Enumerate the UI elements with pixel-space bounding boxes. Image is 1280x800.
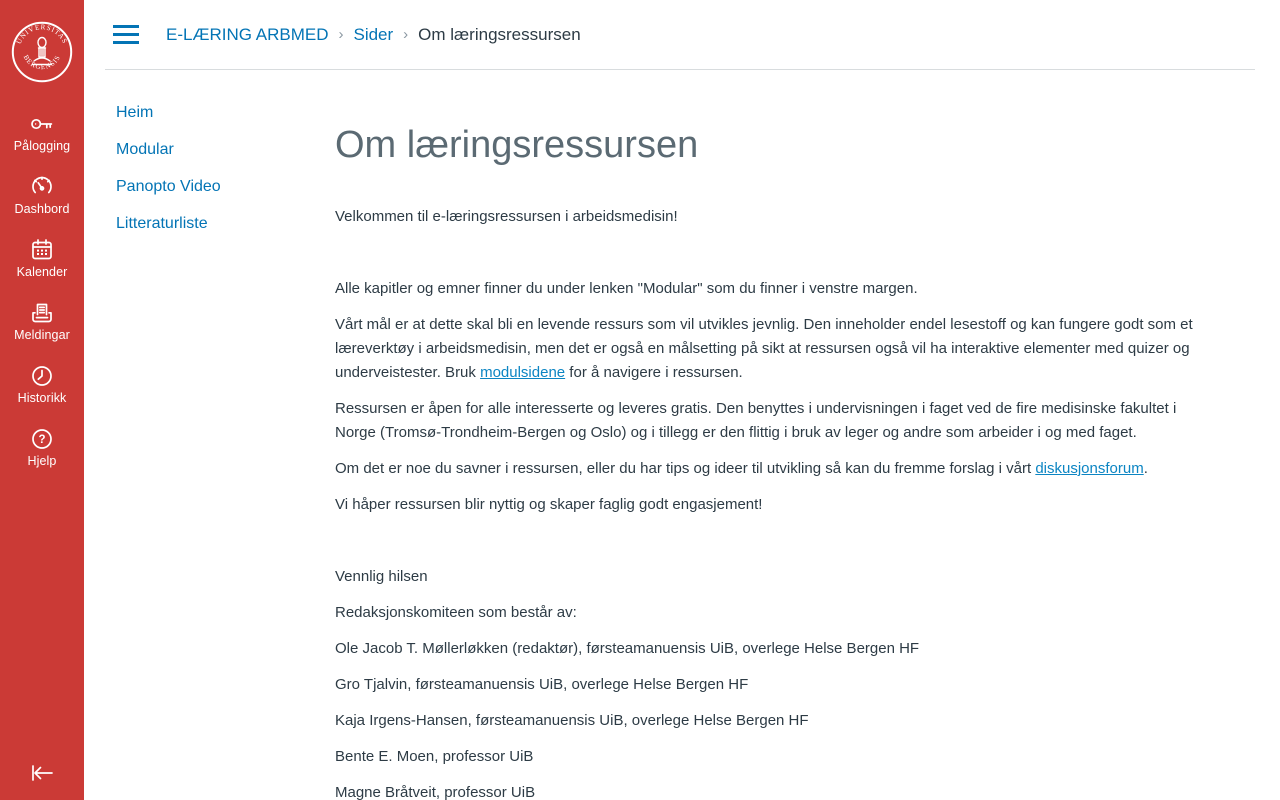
sidebar-item-inbox[interactable]: [0, 300, 84, 363]
uib-seal-logo[interactable]: [11, 21, 73, 83]
page-title: Om læringsressursen: [335, 124, 699, 166]
paragraph: Vi håper ressursen blir nyttig og skaper faglig godt engasjement!: [335, 496, 763, 513]
sidebar-item-label: Dashbord: [14, 202, 70, 216]
sidebar-item-history[interactable]: [0, 363, 84, 426]
blank-paragraph: [335, 529, 1215, 553]
paragraph: Om det er noe du savner i ressursen, eller du har tips og ideer til utvikling så kan du fremme forslag i vårt diskusjonsforum.: [335, 460, 1148, 477]
page-header: [105, 0, 1255, 70]
sidebar-item-calendar[interactable]: [0, 237, 84, 300]
sidebar-item-dashboard[interactable]: [0, 174, 84, 237]
breadcrumb-separator: ›: [403, 26, 409, 43]
content-area: [84, 70, 1280, 800]
course-nav-item-literature[interactable]: Litteraturliste: [116, 215, 208, 232]
paragraph: Velkommen til e-læringsressursen i arbeidsmedisin!: [335, 208, 678, 225]
page-content: [335, 70, 1215, 800]
paragraph: Vennlig hilsen: [335, 568, 428, 585]
paragraph: Bente E. Moen, professor UiB: [335, 748, 534, 765]
main-column: [84, 0, 1280, 800]
sidebar-item-label: Hjelp: [27, 454, 57, 468]
course-nav-item-home[interactable]: Heim: [116, 104, 154, 121]
breadcrumb-pages-link[interactable]: Sider: [353, 24, 394, 44]
breadcrumb-current-page: Om læringsressursen: [418, 24, 581, 44]
history-clock-icon: [29, 363, 55, 389]
breadcrumb: [166, 25, 581, 45]
content-link[interactable]: diskusjonsforum: [1035, 460, 1144, 477]
course-nav-item-panopto[interactable]: Panopto Video: [116, 178, 221, 195]
global-navigation: [0, 0, 84, 800]
svg-text:UNIVERSITAS: [15, 23, 69, 45]
logo-owl-motif: [33, 38, 52, 65]
dashboard-icon: [29, 174, 55, 200]
paragraph: Vårt mål er at dette skal bli en levende ressurs som vil utvikles jevnlig. Den inneholder endel lesestoff og kan fungere godt som et læreverktøy i arbeidsmedisin, men det er også en målsetting på sikt at ressursen også vil ha interaktive elementer med quizer og underveistester. Bruk modulsidene for å navigere i ressursen.: [335, 316, 1193, 381]
sidebar-item-label: Pålogging: [13, 139, 71, 153]
collapse-arrow-icon: [25, 763, 59, 783]
paragraph: Ole Jacob T. Møllerløkken (redaktør), førsteamanuensis UiB, overlege Helse Bergen HF: [335, 640, 920, 657]
course-navigation: [116, 105, 316, 253]
paragraph: Ressursen er åpen for alle interesserte og leveres gratis. Den benyttes i undervisningen i faget ved de fire medisinske fakultet i Norge (Tromsø-Trondheim-Bergen og Oslo) og i tillegg er den flittig i bruk av leger og andre som arbeider i og med faget.: [335, 400, 1177, 441]
sidebar-item-label: Meldingar: [14, 328, 70, 342]
sidebar-item-help[interactable]: [0, 426, 84, 489]
svg-text:BERGENSIS: [22, 54, 62, 72]
paragraph: Gro Tjalvin, førsteamanuensis UiB, overlege Helse Bergen HF: [335, 676, 749, 693]
paragraph: Redaksjonskomiteen som består av:: [335, 604, 577, 621]
paragraph: Magne Bråtveit, professor UiB: [335, 784, 536, 800]
calendar-icon: [29, 237, 55, 263]
collapse-global-nav-button[interactable]: [0, 756, 84, 790]
logo-text-top: UNIVERSITAS: [14, 23, 70, 46]
inbox-icon: [29, 300, 55, 326]
content-link[interactable]: modulsidene: [480, 364, 566, 381]
sidebar-item-label: Historikk: [17, 391, 67, 405]
global-nav-items: [0, 111, 84, 489]
breadcrumb-course-link[interactable]: E-LÆRING ARBMED: [166, 24, 329, 44]
paragraph: Alle kapitler og emner finner du under lenken "Modular" som du finner i venstre margen.: [335, 280, 918, 297]
hamburger-menu-icon[interactable]: [113, 25, 139, 45]
svg-text:?: ?: [38, 434, 46, 447]
sidebar-item-label: Kalender: [16, 265, 68, 279]
help-icon: [29, 426, 55, 452]
sidebar-item-login[interactable]: [0, 111, 84, 174]
page-paragraphs: [335, 205, 1215, 800]
blank-paragraph: [335, 241, 1215, 265]
course-nav-item-modules[interactable]: Modular: [116, 141, 174, 158]
key-icon: [29, 111, 55, 137]
logo-text-bottom: BERGENSIS: [21, 53, 63, 72]
paragraph: Kaja Irgens-Hansen, førsteamanuensis UiB, overlege Helse Bergen HF: [335, 712, 809, 729]
breadcrumb-separator: ›: [338, 26, 344, 43]
